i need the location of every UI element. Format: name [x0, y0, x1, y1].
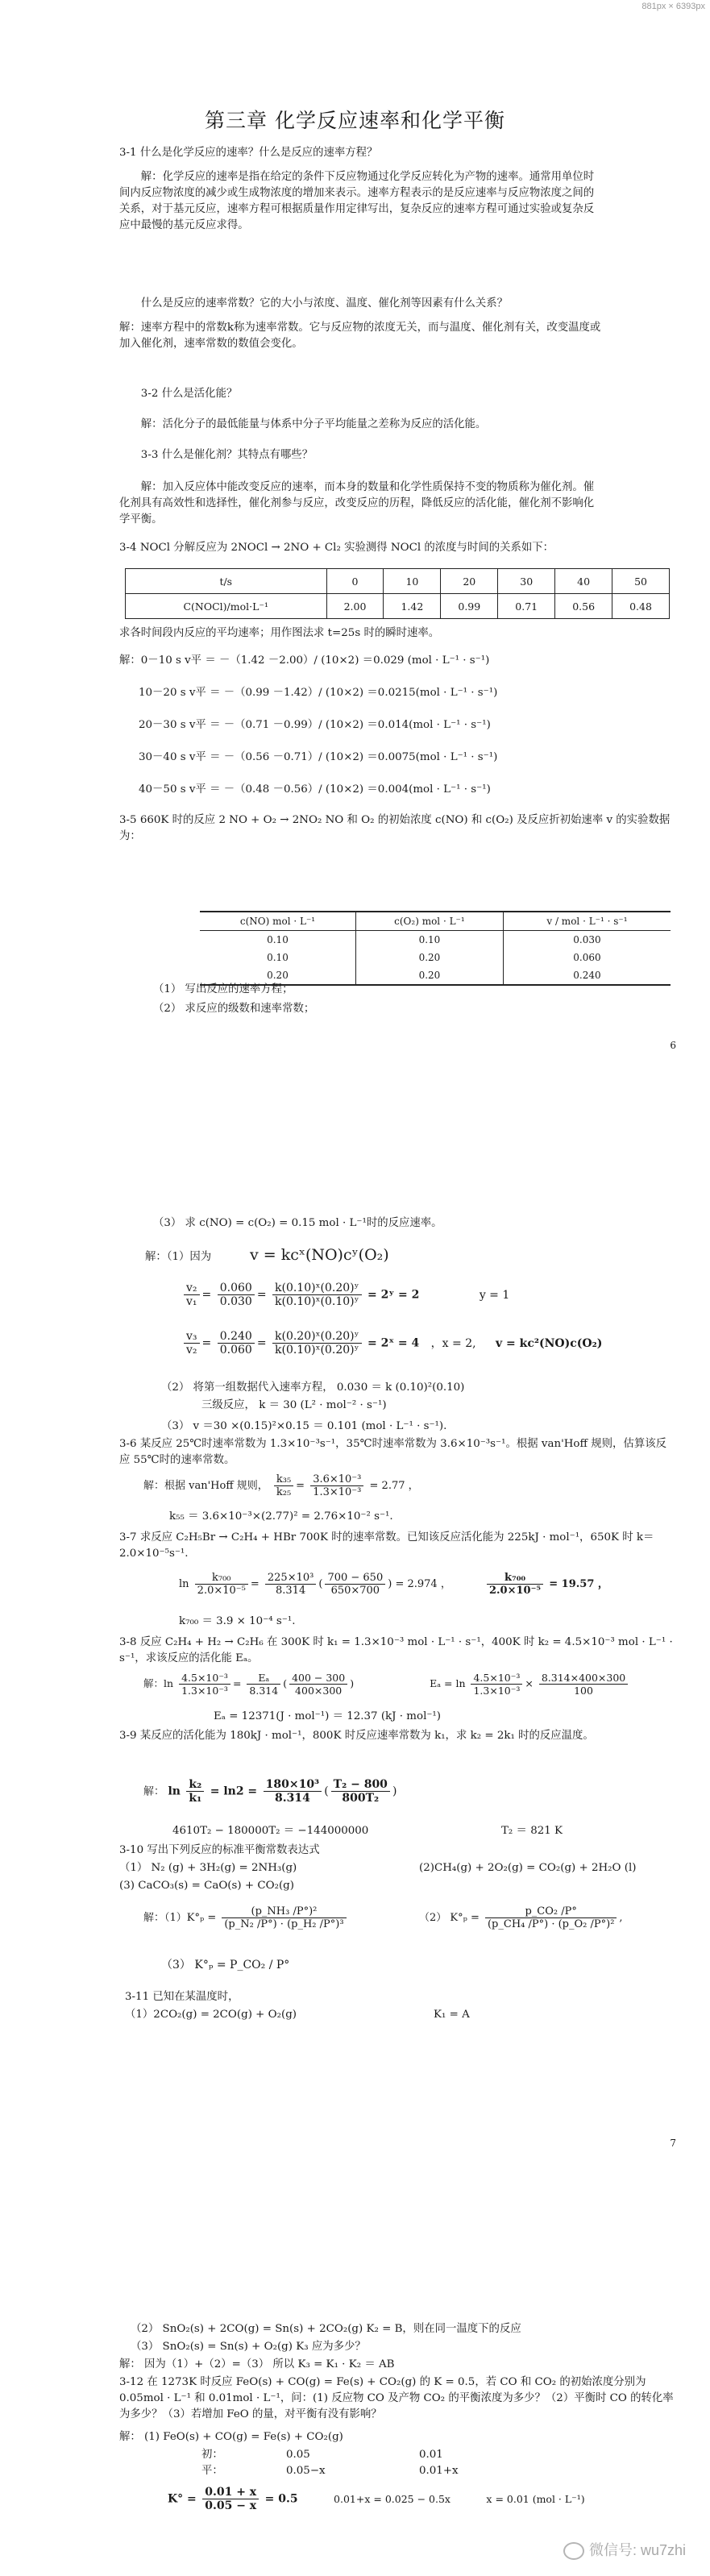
initial-label: 初： — [201, 2449, 223, 2461]
arrhenius-equation-3-8: 解：ln $\frac{\text{4.5×10⁻³}}{\text{1.3×10⁻³}}$ = $\frac{\text{Eₐ}}{8.314}$ ( $\frac{400 - 300}{400\times 300}$ ) Eₐ = ln $\frac{\text{4.5×10⁻³}}{\text{1.3×10⁻³}}$ × $\frac{8.314\times 400\times 300}{100}$ — [143, 1672, 630, 1697]
reaction-3-10-1: （1） N₂ (g) + 3H₂(g) = 2NH₃(g) — [119, 1862, 297, 1874]
wechat-icon — [563, 2542, 584, 2560]
question-3-12: 3-12 在 1273K 时反应 FeO(s) + CO(g) = Fe(s) + CO₂(g) 的 K = 0.5，若 CO 和 CO₂ 的初始浓度分别为 0.05mol · L⁻¹ 和 0.01mol · L⁻¹，问：(1) 反应物 CO 及产物 CO₂ 的平衡浓度为多少？（2）平衡时 CO 的转化率为多少？（3）若增加 FeO 的量，对平衡有没有影响？ — [119, 2376, 674, 2420]
question-3-7: 3-7 求反应 C₂H₅Br → C₂H₄ + HBr 700K 时的速率常数。已知该反应活化能为 225kJ · mol⁻¹，650K 时 k＝2.0×10⁻⁵s⁻¹. — [119, 1531, 654, 1560]
nocl-concentration-table — [125, 568, 670, 619]
answer-3-5-part3: （3） v ＝30 ×(0.15)²×0.15 ＝ 0.101 (mol · L⁻¹ · s⁻¹). — [161, 1420, 447, 1432]
reaction-3-11-1: （1）2CO₂(g) = 2CO(g) + O₂(g) — [125, 2009, 297, 2021]
answer-3-8-result: Eₐ = 12371(J · mol⁻¹) ＝ 12.37 (kJ · mol⁻¹) — [214, 1710, 442, 1722]
rate-line-3: 20－30 s v平 ＝ －（0.71 －0.99）/ (10×2) ＝0.014(mol · L⁻¹ · s⁻¹) — [139, 719, 491, 731]
table-cell: 0.030 — [503, 931, 671, 949]
ratio-equation-2: $\frac{\text{v₃}}{\text{v₂}}$ = $\frac{0.240}{0.060}$ = $\frac{\text{k(0.20)ˣ(0.20)ʸ}}{\text{k(0.10)ˣ(0.20)ʸ}}$ = 2ˣ = 4 ，x = 2, v = kc²(NO)c(O₂) — [181, 1330, 602, 1357]
table-cell: 0.71 — [498, 594, 555, 619]
ratio-equation-1: $\frac{\text{v₂}}{\text{v₁}}$ = $\frac{0.060}{0.030}$ = $\frac{\text{k(0.10)ˣ(0.20)ʸ}}{\text{k(0.10)ˣ(0.10)ʸ}}$ = 2ʸ = 2 y = 1 — [181, 1282, 509, 1308]
reaction-3-11-1-k: K₁ = A — [434, 2009, 470, 2021]
rate-line-1: 解：0－10 s v平 ＝ －（1.42 －2.00）/ (10×2) ＝0.029 (mol · L⁻¹ · s⁻¹) — [119, 654, 490, 667]
no-o2-rate-table — [200, 911, 671, 986]
table-row — [200, 949, 671, 966]
reaction-3-11-2: （2） SnO₂(s) + 2CO(g) = Sn(s) + 2CO₂(g) K₂ = B，则在同一温度下的反应 — [131, 2323, 521, 2335]
question-3-1b: 什么是反应的速率常数？它的大小与浓度、温度、催化剂等因素有什么关系？ — [140, 297, 509, 310]
question-3-9: 3-9 某反应的活化能为 180kJ · mol⁻¹，800K 时反应速率常数为 k₁，求 k₂ = 2k₁ 时的反应温度。 — [119, 1730, 594, 1742]
table-cell: 0.060 — [503, 949, 671, 966]
table-cell: 50 — [612, 569, 670, 594]
table-cell: 0.10 — [355, 931, 503, 949]
answer-3-5-part2: （2） 将第一组数据代入速率方程， 0.030 ＝ k (0.10)²(0.10) — [161, 1381, 465, 1394]
question-3-5-part1: （1） 写出反应的速率方程； — [153, 983, 293, 995]
table-header: c(O₂) mol · L⁻¹ — [355, 912, 503, 931]
kp-expression-2: （2） K°ₚ = $\frac{\text{p\_CO₂ /P°}}{\text{(p\_CH₄ /P°) · (p\_O₂ /P°)²}}$ , — [419, 1905, 623, 1930]
table-row — [126, 569, 670, 594]
question-3-8: 3-8 反应 C₂H₄ + H₂ → C₂H₆ 在 300K 时 k₁ = 1.3×10⁻³ mol · L⁻¹ · s⁻¹，400K 时 k₂ = 4.5×10⁻³ mol · L⁻¹ · s⁻¹，求该反应的活化能 Eₐ。 — [119, 1636, 673, 1664]
question-3-5-part3: （3） 求 c(NO) = c(O₂) = 0.15 mol · L⁻¹时的反应速率。 — [153, 1217, 442, 1229]
rate-line-4: 30－40 s v平 ＝ －（0.56 －0.71）/ (10×2) ＝0.0075(mol · L⁻¹ · s⁻¹) — [139, 751, 498, 763]
equilibrium-label: 平： — [201, 2465, 223, 2477]
image-size-label: 881px × 6393px — [641, 2, 705, 11]
table-header: v / mol · L⁻¹ · s⁻¹ — [503, 912, 671, 931]
equilibrium-co2: 0.01+x — [419, 2465, 459, 2477]
answer-3-12-reaction: 解： (1) FeO(s) + CO(g) = Fe(s) + CO₂(g) — [119, 2431, 343, 2443]
answer-3-9-step: 4610T₂ − 180000T₂ ＝ −144000000 — [172, 1825, 369, 1837]
page-number: 7 — [670, 2138, 676, 2149]
table-cell: 0.20 — [200, 966, 355, 985]
question-3-3: 3-3 什么是催化剂？其特点有哪些？ — [140, 449, 313, 461]
initial-co2: 0.01 — [419, 2449, 443, 2461]
answer-3-1b: 解：速率方程中的常数k称为速率常数。它与反应物的浓度无关，而与温度、催化剂有关，改变温度或加入催化剂，速率常数的数值会变化。 — [119, 322, 601, 350]
table-cell: 0.10 — [267, 934, 289, 945]
reaction-3-10-3: (3) CaCO₃(s) = CaO(s) + CO₂(g) — [119, 1880, 294, 1892]
question-3-4b: 求各时间段内反应的平均速率；用作图法求 t=25s 时的瞬时速率。 — [119, 627, 440, 639]
table-cell: 30 — [498, 569, 555, 594]
answer-3-5-part2b: 三级反应， k ＝ 30 (L² · mol⁻² · s⁻¹) — [201, 1399, 387, 1411]
table-header-concentration: C(NOCl)/mol·L⁻¹ — [126, 594, 327, 619]
table-cell: 0.56 — [555, 594, 612, 619]
answer-3-2: 解：活化分子的最低能量与体系中分子平均能量之差称为反应的活化能。 — [140, 418, 487, 430]
kp-expression-3: （3） K°ₚ = P_CO₂ / P° — [161, 1959, 290, 1971]
kp-expression-1: 解：（1）K°ₚ = $\frac{\text{(p\_NH₃ /P°)²}}{\text{(p\_N₂ /P°) · (p\_H₂ /P°)³}}$ — [143, 1905, 349, 1930]
table-cell: 0.20 — [355, 949, 503, 966]
table-cell: 0.240 — [503, 966, 671, 985]
chapter-title: 第三章 化学反应速率和化学平衡 — [205, 109, 505, 132]
page-7 — [0, 1193, 710, 2233]
equilibrium-co: 0.05−x — [286, 2465, 326, 2477]
answer-3-9-result: T₂ ＝ 821 K — [501, 1825, 563, 1837]
page-6 — [0, 0, 710, 1080]
table-header-time: t/s — [126, 569, 327, 594]
table-row — [200, 931, 671, 949]
rate-law-general: v = kcˣ(NO)cʸ(O₂) — [250, 1246, 389, 1264]
rate-line-2: 10－20 s v平 ＝ －（0.99 －1.42）/ (10×2) ＝0.0215(mol · L⁻¹ · s⁻¹) — [139, 687, 498, 699]
question-3-5-part2: （2） 求反应的级数和速率常数； — [153, 1003, 315, 1015]
table-cell: 20 — [441, 569, 498, 594]
table-row — [126, 594, 670, 619]
initial-co: 0.05 — [286, 2449, 310, 2461]
table-cell: 0.10 — [267, 952, 289, 963]
wechat-watermark: 微信号: wu7zhi — [563, 2539, 686, 2560]
arrhenius-equation-3-9: 解： ln $\frac{\text{k₂}}{\text{k₁}}$ = ln2 = $\frac{\text{180×10³}}{8.314}$ ( $\frac{\text{T₂ − 800}}{\text{800T₂}}$ ) — [143, 1778, 397, 1805]
question-3-5: 3-5 660K 时的反应 2 NO + O₂ → 2NO₂ NO 和 O₂ 的初始浓度 c(NO) 和 c(O₂) 及反应折初始速率 v 的实验数据为： — [119, 814, 671, 842]
answer-3-5-head: 解：（1）因为 — [145, 1251, 212, 1263]
table-header: c(NO) mol · L⁻¹ — [200, 912, 355, 931]
page-number: 6 — [670, 1040, 676, 1051]
page-8 — [0, 2321, 710, 2576]
arrhenius-equation-3-7: ln $\frac{\text{k₇₀₀}}{\text{2.0×10⁻⁵}}$ = $\frac{\text{225×10³}}{8.314}$ ( $\frac{700 - 650}{650\times 700}$ ) = 2.974 ， $\frac{\text{k₇₀₀}}{\text{2.0×10⁻⁵}}$ = 19.57 ， — [179, 1572, 608, 1597]
answer-3-3: 解：加入反应体中能改变反应的速率，而本身的数量和化学性质保持不变的物质称为催化剂。催化剂具有高效性和选择性，催化剂参与反应，改变反应的历程，降低反应的活化能，催化剂不影响化学平衡。 — [119, 481, 595, 526]
rate-line-5: 40－50 s v平 ＝ －（0.48 －0.56）/ (10×2) ＝0.004(mol · L⁻¹ · s⁻¹) — [139, 783, 491, 796]
answer-3-11: 解： 因为（1）+（2）=（3） 所以 K₃ = K₁ · K₂ ＝ AB — [119, 2358, 395, 2370]
table-cell: 40 — [555, 569, 612, 594]
table-cell: 10 — [384, 569, 441, 594]
reaction-3-11-3: （3） SnO₂(s) = Sn(s) + O₂(g) K₃ 应为多少？ — [131, 2341, 366, 2353]
question-3-4: 3-4 NOCl 分解反应为 2NOCl → 2NO + Cl₂ 实验测得 NOCl 的浓度与时间的关系如下： — [119, 542, 554, 554]
table-cell: 2.00 — [326, 594, 384, 619]
question-3-6: 3-6 某反应 25℃时速率常数为 1.3×10⁻³s⁻¹，35℃时速率常数为 3.6×10⁻³s⁻¹。根据 van'Hoff 规则，估算该反应 55℃时的速率常数。 — [119, 1438, 666, 1466]
question-3-1: 3-1 什么是化学反应的速率？什么是反应的速率方程？ — [119, 147, 378, 159]
table-cell: 0 — [326, 569, 384, 594]
table-cell: 1.42 — [384, 594, 441, 619]
table-cell: 0.99 — [441, 594, 498, 619]
equilibrium-constant-equation: K° = $\frac{0.01 + x}{0.05 - x}$ = 0.5 0.01+x = 0.025 − 0.5x x = 0.01 (mol · L⁻¹) — [168, 2486, 585, 2512]
table-cell: 0.48 — [612, 594, 670, 619]
vanthoff-equation: 解：根据 van'Hoff 规则， $\frac{\text{k₃₅}}{\text{k₂₅}}$ = $\frac{\text{3.6×10⁻³}}{\text{1.3×10⁻³}}$ = 2.77 ， — [143, 1473, 419, 1498]
question-3-10: 3-10 写出下列反应的标准平衡常数表达式 — [119, 1844, 320, 1856]
table-cell: 0.20 — [355, 966, 503, 985]
question-3-2: 3-2 什么是活化能？ — [140, 388, 238, 400]
answer-3-6-result: k₅₅ ＝ 3.6×10⁻³×(2.77)² = 2.76×10⁻² s⁻¹. — [169, 1510, 393, 1523]
answer-3-1: 解：化学反应的速率是指在给定的条件下反应物通过化学反应转化为产物的速率。通常用单位时间内反应物浓度的减少或生成物浓度的增加来表示。速率方程表示的是反应速率与反应物浓度之间的关系，对于基元反应，速率方程可根据质量作用定律写出，复杂反应的速率方程可通过实验或复杂反应中最慢的基元反应求得。 — [119, 171, 595, 231]
table-row — [200, 912, 671, 931]
reaction-3-10-2: (2)CH₄(g) + 2O₂(g) = CO₂(g) + 2H₂O (l) — [419, 1862, 637, 1874]
answer-3-7-result: k₇₀₀ ＝ 3.9 × 10⁻⁴ s⁻¹. — [179, 1615, 296, 1627]
question-3-11: 3-11 已知在某温度时， — [125, 1991, 239, 2003]
